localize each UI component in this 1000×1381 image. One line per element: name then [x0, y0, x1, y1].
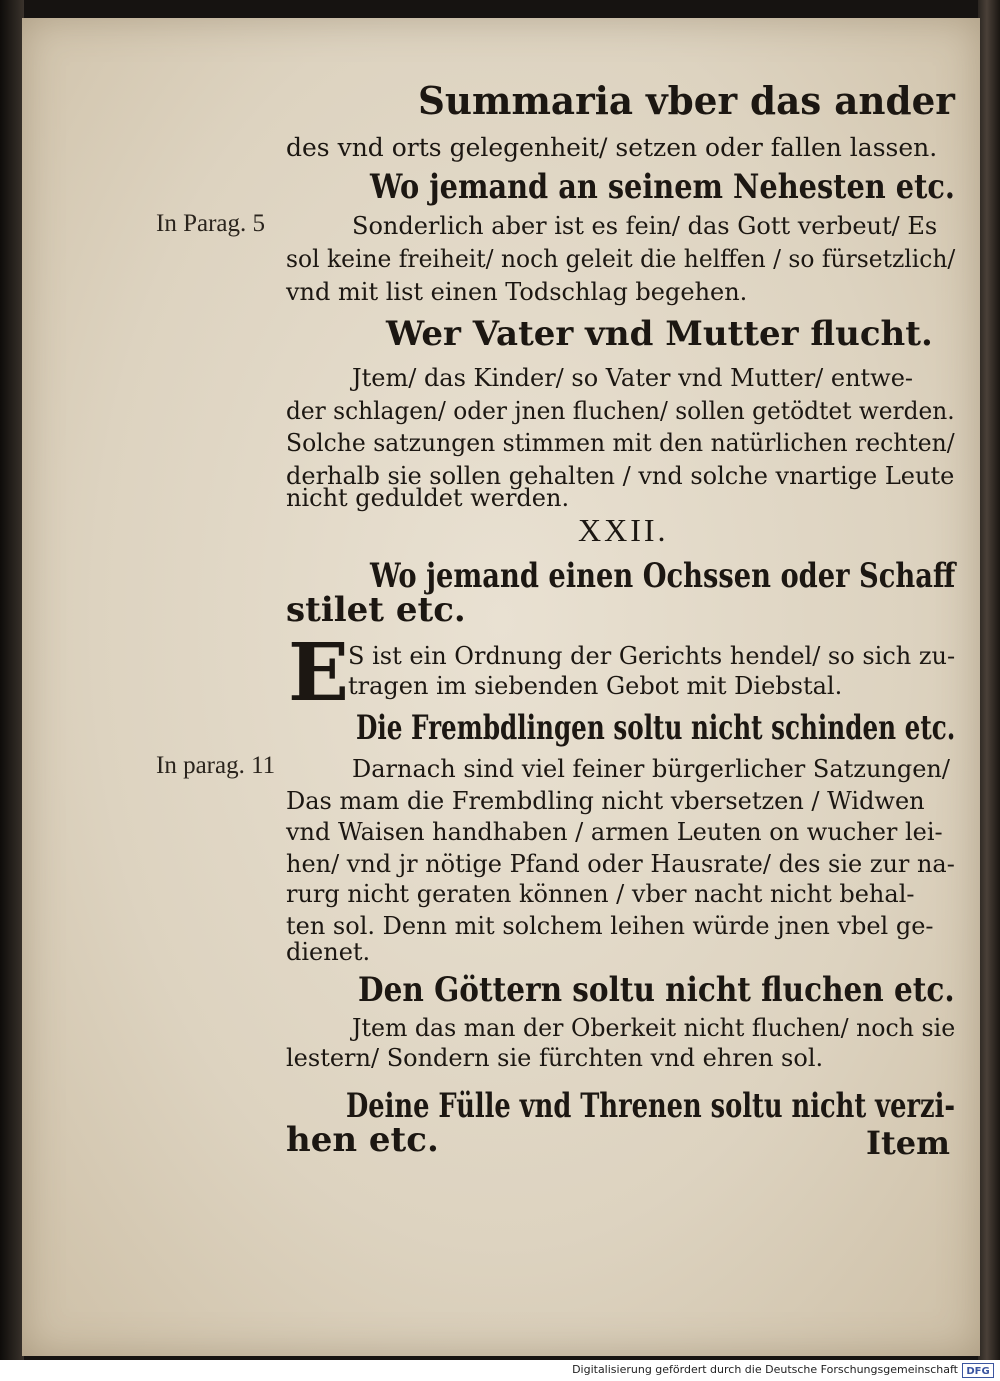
text-line: Sonderlich aber ist es fein/ das Gott verbeut/ Es: [352, 212, 938, 240]
text-line: derhalb sie sollen gehalten / vnd solche vnartige Leute: [286, 462, 955, 490]
section-heading: Deine Fülle vnd Threnen soltu nicht verzi-: [346, 1086, 956, 1126]
text-line: rurg nicht geraten können / vber nacht nicht behal-: [286, 880, 915, 908]
section-heading: stilet etc.: [286, 590, 466, 630]
section-number: XXII.: [578, 512, 669, 548]
text-line: dienet.: [286, 938, 371, 966]
section-heading: Wo jemand an seinem Nehesten etc.: [370, 167, 955, 207]
text-line: S ist ein Ordnung der Gerichts hendel/ so sich zu-: [348, 642, 956, 670]
text-line: der schlagen/ oder jnen fluchen/ sollen getödtet werden.: [286, 397, 955, 425]
text-line: Darnach sind viel feiner bürgerlicher Satzungen/: [352, 755, 950, 783]
footer-credit: Digitalisierung gefördert durch die Deutsche Forschungsgemeinschaft: [572, 1363, 958, 1376]
digitization-footer: [0, 1360, 1000, 1381]
section-heading: Die Frembdlingen soltu nicht schinden etc.: [356, 708, 956, 748]
text-line: sol keine freiheit/ noch geleit die helffen / so fürsetzlich/: [286, 245, 956, 273]
drop-cap-initial: E: [288, 625, 349, 719]
text-line: Solche satzungen stimmen mit den natürlichen rechten/: [286, 429, 955, 457]
page-edge-right: [978, 0, 1000, 1381]
section-heading: Wo jemand einen Ochssen oder Schaff: [370, 556, 956, 596]
text-line: tragen im siebenden Gebot mit Diebstal.: [348, 672, 843, 700]
section-heading: Den Göttern soltu nicht fluchen etc.: [358, 970, 955, 1010]
section-heading: Wer Vater vnd Mutter flucht.: [386, 314, 933, 354]
text-line: Jtem/ das Kinder/ so Vater vnd Mutter/ entwe-: [352, 364, 914, 392]
catchword: Item: [866, 1124, 950, 1162]
text-line: vnd Waisen handhaben / armen Leuten on wucher lei-: [286, 818, 943, 846]
text-line: Jtem das man der Oberkeit nicht fluchen/ noch sie: [352, 1014, 956, 1042]
margin-note: In Parag. 5: [156, 210, 265, 237]
text-line: nicht geduldet werden.: [286, 484, 570, 512]
page-edge-left: [0, 0, 24, 1381]
text-line: des vnd orts gelegenheit/ setzen oder fallen lassen.: [286, 133, 938, 162]
text-line: ten sol. Denn mit solchem leihen würde jnen vbel ge-: [286, 912, 934, 940]
dfg-logo: DFG: [962, 1363, 994, 1378]
text-line: Das mam die Frembdling nicht vbersetzen / Widwen: [286, 787, 925, 815]
text-line: lestern/ Sondern sie fürchten vnd ehren sol.: [286, 1044, 824, 1072]
text-line: vnd mit list einen Todschlag begehen.: [286, 278, 748, 306]
margin-note: In parag. 11: [156, 752, 276, 779]
running-head: Summaria vber das ander: [418, 78, 955, 123]
section-heading: hen etc.: [286, 1120, 439, 1160]
text-line: hen/ vnd jr nötige Pfand oder Hausrate/ des sie zur na-: [286, 850, 955, 878]
